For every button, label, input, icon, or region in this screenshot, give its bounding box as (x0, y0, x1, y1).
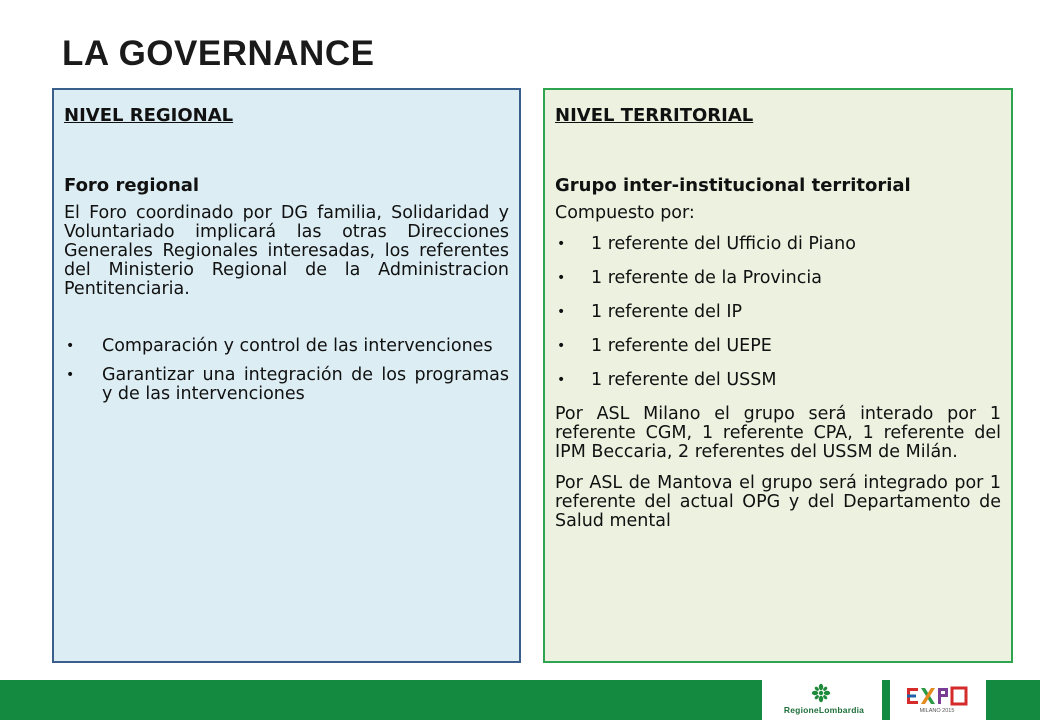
list-item-text: 1 referente del Ufficio di Piano (591, 234, 856, 254)
list-item (555, 303, 1001, 322)
regional-forum-description: El Foro coordinado por DG familia, Solidaridad y Voluntariado implicará las otras Direcciones Generales Regionales interesadas, los referentes del Ministerio Regional de la Administracion Pentitenciaria. (64, 203, 509, 299)
bullet-icon: • (557, 304, 566, 320)
list-item (555, 269, 1001, 288)
list-item (555, 371, 1001, 390)
regional-bullet-list (64, 337, 509, 404)
regional-forum-heading: Foro regional (64, 175, 200, 196)
page-title: LA GOVERNANCE (62, 34, 375, 73)
list-item (64, 337, 509, 356)
list-item (555, 337, 1001, 356)
list-item-text: Comparación y control de las intervenciones (102, 336, 493, 356)
expo-milano-logo (890, 680, 986, 720)
lombardia-rose-icon (810, 683, 832, 703)
list-item-text: 1 referente de la Provincia (591, 268, 822, 288)
territorial-level-panel (543, 88, 1013, 663)
territorial-group-heading: Grupo inter-institucional territorial (555, 175, 911, 196)
bullet-icon: • (557, 270, 566, 286)
list-item-text: 1 referente del IP (591, 302, 743, 322)
list-item (555, 235, 1001, 254)
list-item (64, 366, 509, 404)
expo-subtitle: MILANO 2015 (919, 708, 955, 714)
asl-milano-paragraph: Por ASL Milano el grupo será interado por 1 referente CGM, 1 referente CPA, 1 referente del IPM Beccaria, 2 referentes del USSM de Milán. (555, 404, 1001, 462)
territorial-level-heading: NIVEL TERRITORIAL (555, 105, 754, 126)
bullet-icon: • (557, 372, 566, 388)
composition-intro: Compuesto por: (555, 203, 695, 223)
bullet-icon: • (66, 338, 75, 354)
territorial-bullet-list (555, 235, 1001, 390)
list-item-text: 1 referente del USSM (591, 370, 777, 390)
regional-level-panel (52, 88, 521, 663)
footer-bar (0, 680, 1040, 720)
asl-mantova-paragraph: Por ASL de Mantova el grupo será integrado por 1 referente del actual OPG y del Departamento de Salud mental (555, 473, 1001, 531)
regione-lombardia-text: RegioneLombardia (783, 705, 865, 715)
bullet-icon: • (557, 338, 566, 354)
regional-level-heading: NIVEL REGIONAL (64, 105, 234, 126)
bullet-icon: • (66, 367, 75, 383)
regione-lombardia-logo (762, 680, 882, 720)
expo-logo-icon (906, 686, 968, 706)
list-item-text: Garantizar una integración de los programas y de las intervenciones (102, 365, 509, 404)
bullet-icon: • (557, 236, 566, 252)
list-item-text: 1 referente del UEPE (591, 336, 772, 356)
